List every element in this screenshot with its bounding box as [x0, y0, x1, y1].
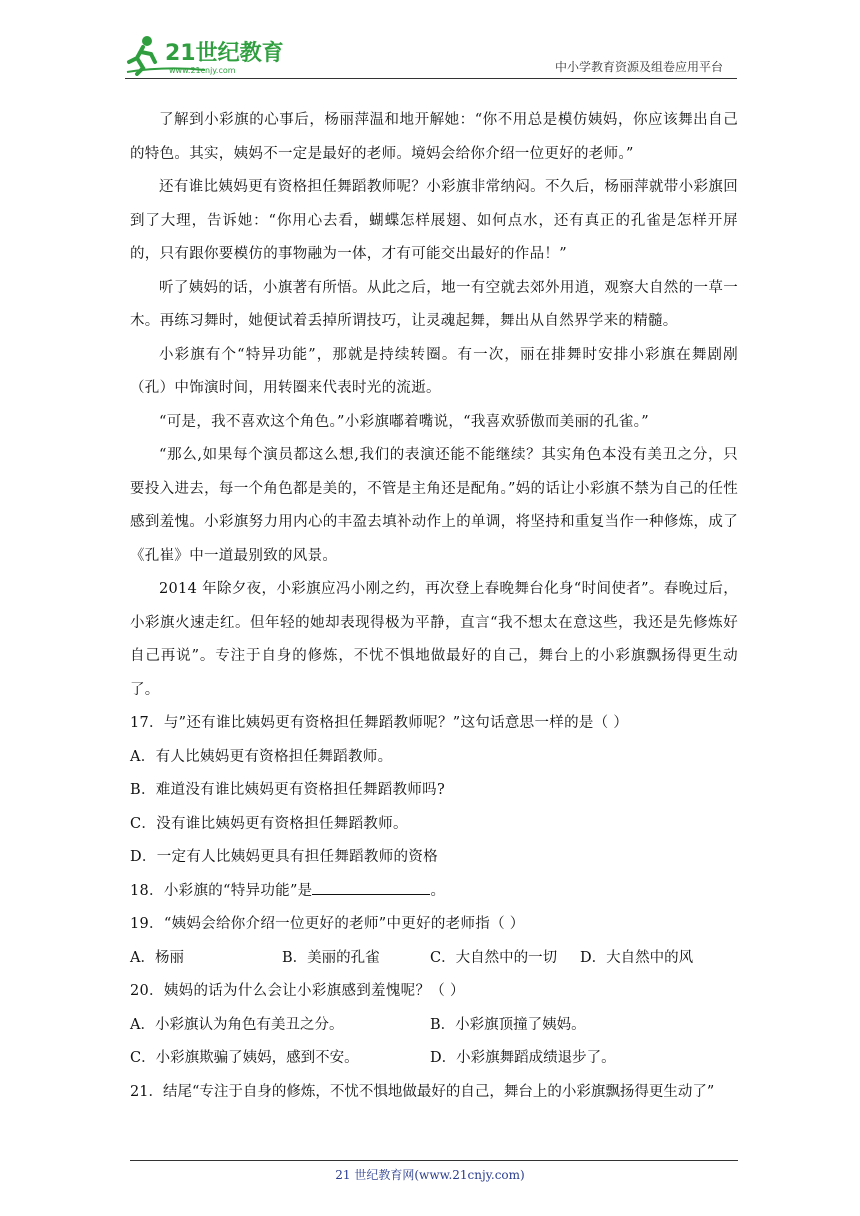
question-20-options-row2	[130, 1042, 738, 1076]
runner-logo-icon	[125, 32, 295, 76]
site-logo[interactable]	[125, 32, 295, 76]
question-17-option-b: B．难道没有谁比姨妈更有资格担任舞蹈教师吗?	[130, 782, 446, 798]
question-20-option-d: D．小彩旗舞蹈成绩退步了。	[430, 1050, 616, 1066]
question-21-stem: 21．结尾“专注于自身的修炼，不忧不惧地做最好的自己，舞台上的小彩旗飘扬得更生动了”	[130, 1083, 715, 1100]
question-19-option-a: A．杨丽	[130, 949, 184, 966]
question-18-end: 。	[430, 882, 446, 899]
footer-divider	[130, 1160, 738, 1161]
question-19-option-b: B．美丽的孔雀	[282, 949, 380, 966]
question-17-option-c: C．没有谁比姨妈更有资格担任舞蹈教师。	[130, 815, 408, 832]
question-18-text: 18．小彩旗的“特异功能”是	[130, 882, 313, 899]
question-17-option-d: D．一定有人比姨妈更具有担任舞蹈教师的资格	[130, 849, 438, 865]
question-20-option-b: B．小彩旗顶撞了姨妈。	[430, 1016, 586, 1033]
question-18-stem	[130, 875, 738, 909]
question-19-option-c: C．大自然中的一切	[430, 949, 558, 966]
question-17-option-a: A．有人比姨妈更有资格担任舞蹈教师。	[130, 748, 393, 765]
passage-paragraph: 听了姨妈的话，小旗著有所悟。从此之后，地一有空就去郊外用逍，观察大自然的一草一木。再练习舞时，她便试着丢掉所谓技巧，让灵魂起舞，舞出从自然界学来的精髓。	[130, 279, 738, 329]
passage-paragraph: 小彩旗有个“特异功能”，那就是持续转圈。有一次，丽在排舞时安排小彩旗在舞剧剐（孔）中饰演时间，用转圈来代表时光的流逝。	[130, 346, 738, 396]
passage-paragraph: 了解到小彩旗的心事后，杨丽萍温和地开解她：“你不用总是模仿姨妈，你应该舞出自己的特色。其实，姨妈不一定是最好的老师。境妈会给你介绍一位更好的老师。”	[130, 112, 738, 162]
page-header	[125, 28, 737, 79]
question-17-stem: 17．与”还有谁比姨妈更有资格担任舞蹈教师呢？”这句话意思一样的是（ ）	[130, 715, 629, 731]
question-19-option-d: D．大自然中的风	[580, 949, 694, 966]
question-19-stem: 19．“姨妈会给你介绍一位更好的老师”中更好的老师指（ ）	[130, 916, 525, 932]
passage-paragraph: “可是，我不喜欢这个角色。”小彩旗嘟着嘴说，“我喜欢骄傲而美丽的孔雀。”	[159, 413, 649, 430]
question-20-options-row1	[130, 1009, 738, 1043]
passage-paragraph: 还有谁比姨妈更有资格担任舞蹈教师呢？小彩旗非常纳闷。不久后，杨丽萍就带小彩旗回到了大理，告诉她：“你用心去看，蝴蝶怎样展翅、如何点水，还有真正的孔雀是怎样开屏的，只有跟你要模仿的事物融为一体，才有可能交出最好的作品！”	[130, 179, 738, 262]
header-platform-text: 中小学教育资源及组卷应用平台	[554, 60, 723, 74]
question-20-stem: 20．姨妈的话为什么会让小彩旗感到羞愧呢？（ ）	[130, 983, 465, 999]
question-20-option-a: A．小彩旗认为角色有美丑之分。	[130, 1016, 344, 1033]
passage-paragraph: “那么,如果每个演员都这么想,我们的表演还能不能继续？其实角色本没有美丑之分，只要投入进去，每一个角色都是美的，不管是主角还是配角。”妈的话让小彩旗不禁为自己的任性感到羞愧。小彩旗努力用内心的丰盈去填补动作上的单调，将坚持和重复当作一种修炼，成了《孔崔》中一道最别致的风景。	[130, 447, 738, 564]
question-19-options	[130, 942, 738, 976]
document-body	[130, 104, 738, 1109]
question-20-option-c: C．小彩旗欺骗了姨妈，感到不安。	[130, 1050, 359, 1066]
answer-blank	[312, 880, 430, 895]
svg-text:21世纪教育: 21世纪教育	[165, 41, 284, 66]
svg-text:www.21cnjy.com: www.21cnjy.com	[169, 66, 236, 75]
passage-paragraph: 2014 年除夕夜，小彩旗应冯小刚之约，再次登上春晚舞台化身“时间使者”。春晚过后，小彩旗火速走红。但年轻的她却表现得极为平静，直言“我不想太在意这些，我还是先修炼好自己再说”。专注于自身的修炼，不忧不惧地做最好的自己，舞台上的小彩旗飘扬得更生动了。	[130, 581, 738, 698]
footer-link[interactable]: 21 世纪教育网(www.21cnjy.com)	[335, 1168, 525, 1182]
